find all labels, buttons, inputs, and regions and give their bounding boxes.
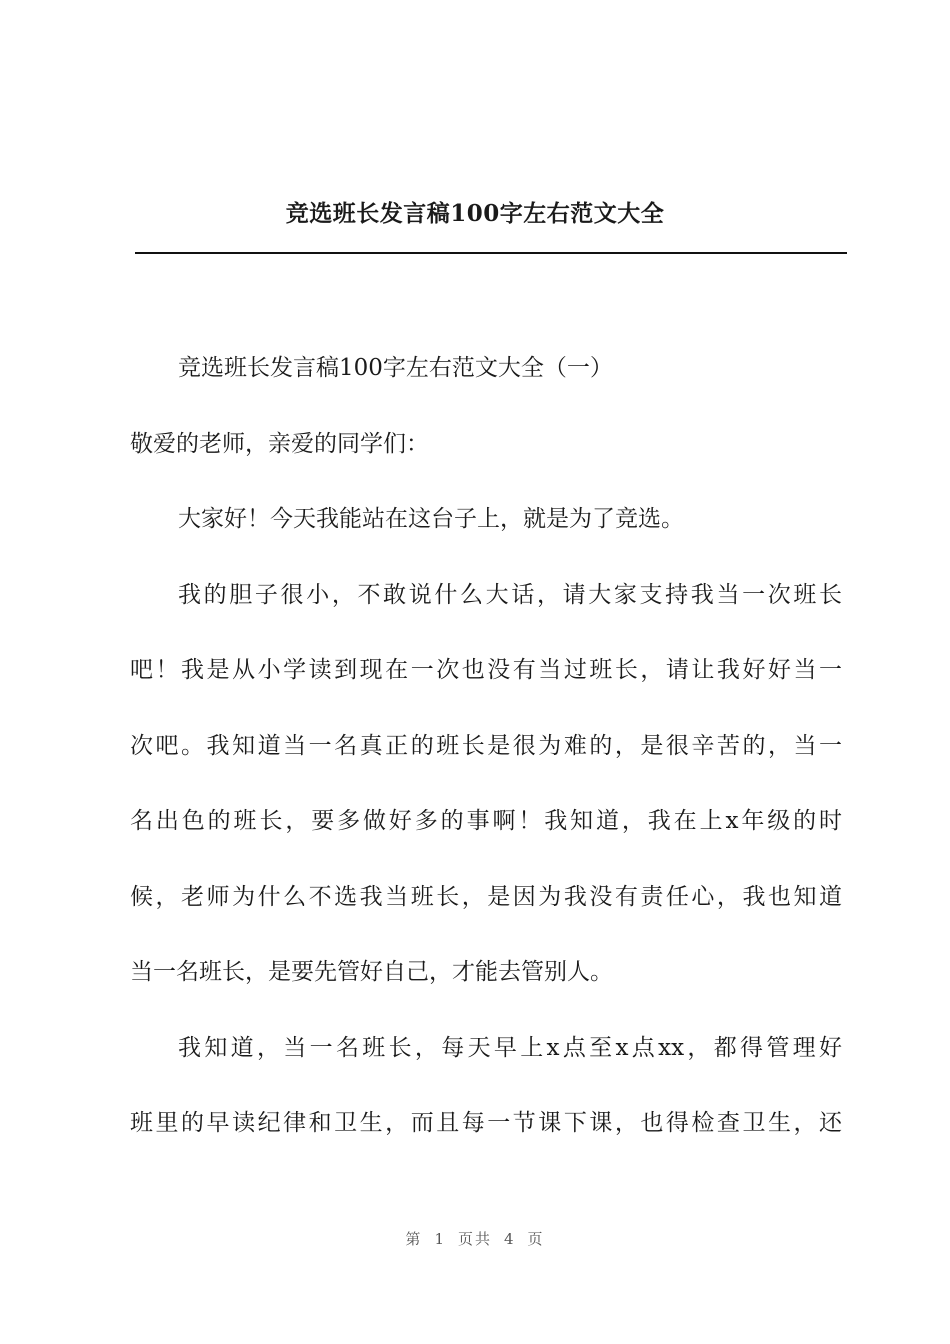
salutation: 敬爱的老师，亲爱的同学们：	[130, 430, 429, 457]
section-subtitle: 竞选班长发言稿100字左右范文大全（一）	[178, 355, 613, 381]
current-page-number: 1	[434, 1230, 446, 1248]
paragraph-line: 当一名班长，是要先管好自己，才能去管别人。	[130, 959, 613, 985]
paragraph-line: 班里的早读纪律和卫生，而且每一节课下课，也得检查卫生，还	[130, 1110, 842, 1136]
page-label-mid: 页共	[457, 1230, 492, 1248]
document-body	[130, 343, 842, 1149]
page-label-suffix: 页	[527, 1230, 545, 1248]
paragraph-line: 候，老师为什么不选我当班长，是因为我没有责任心，我也知道	[130, 883, 842, 910]
paragraph-line: 我的胆子很小，不敢说什么大话，请大家支持我当一次班长	[178, 581, 842, 608]
title-divider	[135, 252, 847, 254]
total-pages-number: 4	[504, 1230, 516, 1248]
paragraph-line: 次吧。我知道当一名真正的班长是很为难的，是很辛苦的，当一	[130, 732, 842, 759]
paragraph-line: 大家好！今天我能站在这台子上，就是为了竞选。	[178, 506, 684, 532]
paragraph-line: 名出色的班长，要多做好多的事啊！我知道，我在上x年级的时	[130, 808, 842, 834]
page-footer	[0, 1228, 950, 1249]
page-label-prefix: 第	[405, 1230, 423, 1248]
document-title: 竞选班长发言稿100字左右范文大全	[285, 200, 665, 227]
paragraph-line: 我知道，当一名班长，每天早上x点至x点xx，都得管理好	[178, 1034, 842, 1061]
paragraph-line: 吧！我是从小学读到现在一次也没有当过班长，请让我好好当一	[130, 657, 842, 683]
